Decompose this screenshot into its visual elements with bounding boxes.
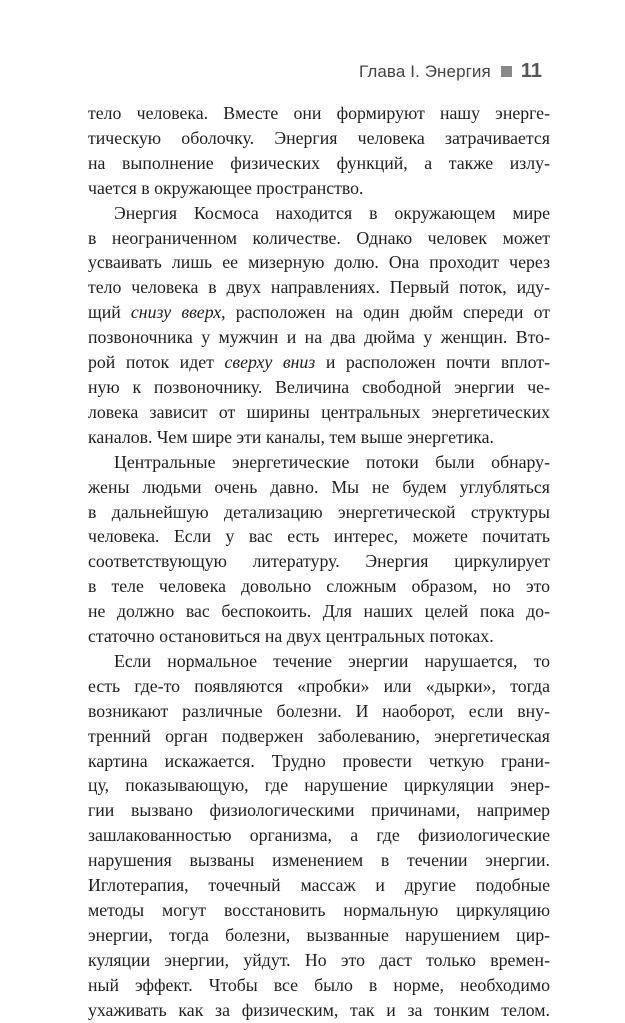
text-segment: щий bbox=[88, 302, 131, 323]
text-line: ный эффект. Чтобы все было в норме, необходимо bbox=[88, 974, 550, 995]
text-line: на выполнение физических функций, а также излу- bbox=[88, 152, 550, 173]
text-line: не должно вас беспокоить. Для наших целей пока до- bbox=[88, 601, 550, 622]
body-text bbox=[88, 101, 550, 1023]
text-line: есть где-то появляются «пробки» или «дырки», тогда bbox=[88, 675, 550, 696]
text-line: куляции энергии, уйдут. Но это даст только времен- bbox=[88, 949, 550, 970]
text-line: тренний орган подвержен заболеванию, энергетическая bbox=[88, 725, 550, 746]
text-line: жены людьми очень давно. Мы не будем углубляться bbox=[88, 476, 550, 497]
text-line: Если нормальное течение энергии нарушается, то bbox=[114, 650, 550, 671]
text-line: Иглотерапия, точечный массаж и другие подобные bbox=[88, 875, 550, 896]
emphasized-text: снизу вверх bbox=[130, 302, 222, 323]
text-line: зашлакованностью организма, а где физиологические bbox=[88, 825, 550, 846]
text-line: цу, показывающую, где нарушение циркуляции энер- bbox=[88, 775, 550, 796]
header-square-separator bbox=[501, 66, 512, 77]
text-line: энергии, тогда болезни, вызванные нарушением цир- bbox=[88, 924, 550, 945]
text-line: гии вызвано физиологическими причинами, например bbox=[88, 800, 550, 821]
text-segment: , расположен на один дюйм спереди от bbox=[221, 302, 550, 323]
text-line: чается в окружающее пространство. bbox=[88, 177, 364, 198]
text-line: тело человека в двух направлениях. Первый поток, иду- bbox=[88, 277, 550, 298]
text-line: картина искажается. Трудно провести четкую грани- bbox=[88, 750, 550, 771]
emphasized-text: сверху вниз bbox=[224, 352, 316, 373]
text-line: каналов. Чем шире эти каналы, тем выше энергетика. bbox=[88, 426, 494, 447]
text-line bbox=[88, 350, 550, 375]
page-number: 11 bbox=[520, 60, 542, 82]
text-line: в неограниченном количестве. Однако человек может bbox=[88, 227, 550, 248]
text-line: позвоночника у мужчин и на два дюйма у женщин. Вто- bbox=[88, 327, 550, 348]
chapter-title: Глава I. Энергия bbox=[359, 62, 491, 81]
text-line: в дальнейшую детализацию энергетической структуры bbox=[88, 501, 550, 522]
text-segment: и расположен почти вплот- bbox=[315, 352, 550, 373]
text-line: Энергия Космоса находится в окружающем мире bbox=[114, 202, 550, 223]
text-line bbox=[88, 300, 550, 325]
text-line: ухаживать как за физическим, так и за тонким телом. bbox=[88, 999, 550, 1020]
text-line: статочно остановиться на двух центральных потоках. bbox=[88, 626, 494, 647]
running-header bbox=[359, 60, 542, 83]
text-line: ловека зависит от ширины центральных энергетических bbox=[88, 401, 550, 422]
text-line: тело человека. Вместе они формируют нашу энерге- bbox=[88, 103, 550, 123]
text-line: в теле человека довольно сложным образом, но это bbox=[88, 576, 550, 597]
text-segment: рой поток идет bbox=[88, 352, 225, 373]
text-line: тическую оболочку. Энергия человека затрачивается bbox=[88, 127, 550, 148]
text-line: усваивать лишь ее мизерную долю. Она проходит через bbox=[88, 252, 550, 273]
text-line: нарушения вызваны изменением в течении энергии. bbox=[88, 850, 550, 871]
text-line: ную к позвоночнику. Величина свободной энергии че- bbox=[88, 376, 550, 397]
text-line: возникают различные болезни. И наоборот, если вну- bbox=[88, 700, 550, 721]
text-line: Центральные энергетические потоки были обнару- bbox=[114, 451, 550, 472]
text-line: человека. Если у вас есть интерес, можете почитать bbox=[88, 526, 550, 547]
text-line: методы могут восстановить нормальную циркуляцию bbox=[88, 900, 550, 920]
text-line: соответствующую литературу. Энергия циркулирует bbox=[88, 551, 550, 572]
